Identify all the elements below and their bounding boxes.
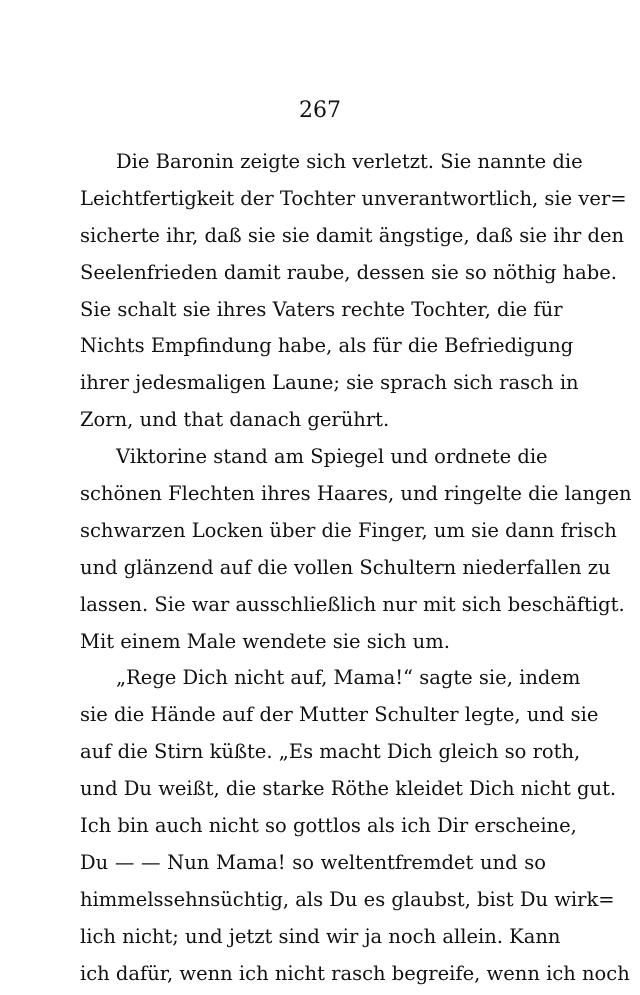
text-line: Leichtfertigkeit der Tochter unverantwortlich, sie ver= [80, 186, 627, 210]
text-line: Zorn, und that danach gerührt. [80, 408, 390, 432]
text-line: Ich bin auch nicht so gottlos als ich Dir erscheine, [80, 814, 577, 838]
text-line: sicherte ihr, daß sie sie damit ängstige, daß sie ihr den [80, 223, 625, 247]
text-line: Nichts Empfindung habe, als für die Befriedigung [80, 334, 574, 358]
text-line: und glänzend auf die vollen Schultern niederfallen zu [80, 555, 611, 579]
text-line: himmelssehnsüchtig, als Du es glaubst, bist Du wirk= [80, 887, 615, 911]
text-line: Seelenfrieden damit raube, dessen sie so nöthig habe. [80, 260, 617, 284]
text-line: lich nicht; und jetzt sind wir ja noch allein. Kann [80, 924, 561, 948]
page-number: 267 [299, 98, 341, 123]
text-line: ich dafür, wenn ich nicht rasch begreife, wenn ich noch [80, 961, 630, 985]
text-line: Sie schalt sie ihres Vaters rechte Tochter, die für [80, 297, 563, 321]
text-line: Die Baronin zeigte sich verletzt. Sie nannte die [116, 150, 583, 173]
text-line: Du — — Nun Mama! so weltentfremdet und so [80, 850, 546, 874]
text-line: auf die Stirn küßte. „Es macht Dich gleich so roth, [80, 740, 581, 764]
text-line: ihrer jedesmaligen Laune; sie sprach sich rasch in [80, 371, 579, 395]
text-line: und Du weißt, die starke Röthe kleidet Dich nicht gut. [80, 777, 617, 801]
text-line: „Rege Dich nicht auf, Mama!“ sagte sie, indem [116, 666, 581, 690]
body-text [80, 147, 632, 995]
text-line: Viktorine stand am Spiegel und ordnete die [116, 445, 548, 469]
text-line: sie die Hände auf der Mutter Schulter legte, und sie [80, 703, 599, 727]
text-line: lassen. Sie war ausschließlich nur mit sich beschäftigt. [80, 592, 625, 616]
text-line: schwarzen Locken über die Finger, um sie dann frisch [80, 518, 617, 542]
text-line: Mit einem Male wendete sie sich um. [80, 629, 450, 653]
text-line: schönen Flechten ihres Haares, und ringelte die langen [80, 482, 632, 506]
